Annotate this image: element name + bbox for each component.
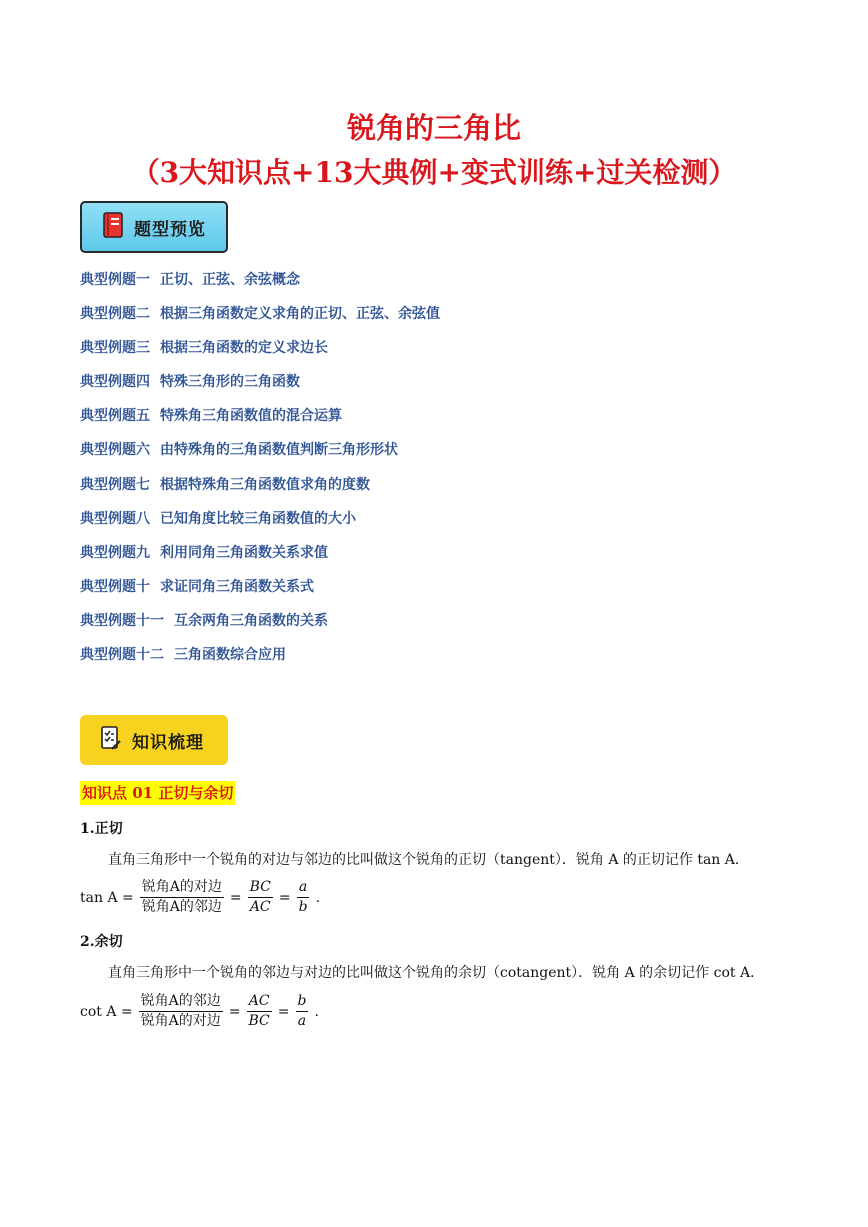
fraction: $\frac{\text{锐角A的对边}}{\text{锐角A的邻边}}$	[141, 879, 222, 915]
cotangent-heading: 2.余切	[80, 934, 123, 950]
list-item: 典型例题八 已知角度比较三角函数值的大小	[80, 510, 356, 527]
page-title: 锐角的三角比	[346, 111, 521, 145]
list-item: 典型例题六 由特殊角的三角函数值判断三角形形状	[80, 442, 398, 459]
list-item: 典型例题九 利用同角三角函数关系求值	[80, 544, 328, 561]
period: .	[315, 889, 321, 906]
knowledge-badge-label: 知识梳理	[132, 732, 204, 753]
formula-lhs: tan A =	[80, 889, 134, 906]
formula-lhs: cot A =	[80, 1003, 133, 1020]
checklist-icon	[100, 725, 122, 755]
example-list	[80, 269, 440, 678]
cotangent-definition: 直角三角形中一个锐角的邻边与对边的比叫做这个锐角的余切（cotangent）．锐角 A 的余切记作 cot A．	[108, 965, 765, 981]
page-subtitle: （3大知识点+13大典例+变式训练+过关检测）	[131, 156, 737, 189]
list-item: 典型例题三 根据三角函数的定义求边长	[80, 340, 328, 357]
fraction: $\frac{AC}{BC}$	[248, 993, 270, 1029]
tangent-formula	[80, 879, 320, 916]
period: .	[314, 1003, 319, 1020]
list-item: 典型例题十一 互余两角三角函数的关系	[80, 612, 328, 629]
fraction: $\frac{a}{b}$	[298, 879, 308, 915]
list-item: 典型例题一 正切、正弦、余弦概念	[80, 272, 300, 288]
list-item: 典型例题四 特殊三角形的三角函数	[80, 374, 300, 391]
fraction: $\frac{\text{锐角A的邻边}}{\text{锐角A的对边}}$	[140, 993, 221, 1029]
list-item: 典型例题十二 三角函数综合应用	[80, 647, 286, 664]
tangent-definition: 直角三角形中一个锐角的对边与邻边的比叫做这个锐角的正切（tangent）．锐角 A 的正切记作 tan A．	[108, 852, 749, 868]
preview-badge	[80, 201, 228, 253]
equals-sign: =	[278, 889, 291, 906]
list-item: 典型例题七 根据特殊角三角函数值求角的度数	[80, 476, 370, 493]
equals-sign: =	[277, 1003, 290, 1020]
book-icon	[102, 212, 124, 242]
list-item: 典型例题五 特殊角三角函数值的混合运算	[80, 408, 342, 425]
tangent-heading: 1.正切	[80, 821, 123, 837]
list-item: 典型例题十 求证同角三角函数关系式	[80, 578, 314, 595]
cotangent-formula	[80, 993, 319, 1030]
list-item: 典型例题二 根据三角函数定义求角的正切、正弦、余弦值	[80, 306, 440, 323]
equals-sign: =	[228, 1003, 241, 1020]
equals-sign: =	[229, 889, 242, 906]
fraction: $\frac{BC}{AC}$	[249, 879, 271, 915]
knowledge-point-title: 知识点 01 正切与余切	[80, 781, 235, 805]
fraction: $\frac{b}{a}$	[297, 993, 307, 1029]
preview-badge-label: 题型预览	[134, 219, 206, 240]
knowledge-badge	[80, 715, 228, 765]
